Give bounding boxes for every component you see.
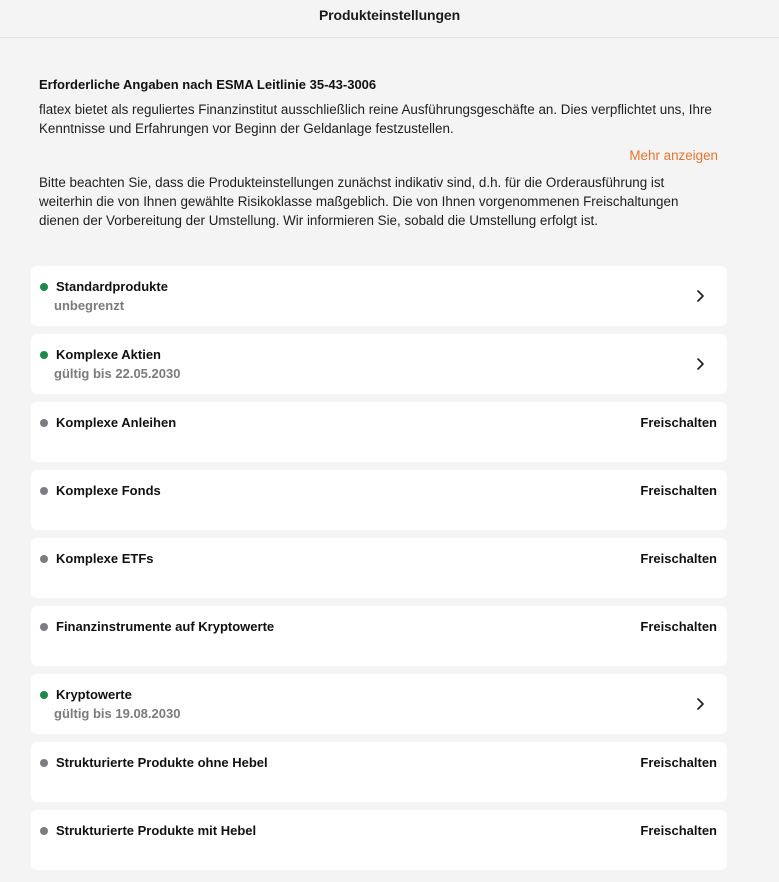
show-more-link[interactable]: Mehr anzeigen	[629, 148, 718, 163]
product-card-kryptowerte[interactable]	[31, 674, 727, 734]
status-dot-active	[40, 351, 48, 359]
indicative-notice: Bitte beachten Sie, dass die Produkteinstellungen zunächst indikativ sind, d.h. für die Orderausführung ist weiterhin die von Ihnen gewählte Risikoklasse maßgeblich. Die von Ihnen vorgenommenen Freischaltungen dienen der Vorbereitung der Umstellung. Wir informieren Sie, sobald die Umstellung erfolgt ist.	[39, 175, 679, 228]
unlock-button[interactable]: Freischalten	[640, 823, 717, 838]
product-status: gültig bis 19.08.2030	[54, 706, 181, 721]
product-name: Strukturierte Produkte ohne Hebel	[56, 755, 268, 770]
chevron-right-icon	[695, 289, 707, 303]
status-dot-inactive	[40, 555, 48, 563]
product-card-komplexe-fonds[interactable]	[31, 470, 727, 530]
product-card-standardprodukte[interactable]	[31, 266, 727, 326]
product-name: Strukturierte Produkte mit Hebel	[56, 823, 257, 838]
unlock-button[interactable]: Freischalten	[640, 551, 717, 566]
product-name: Kryptowerte	[56, 687, 132, 702]
product-name: Komplexe Anleihen	[56, 415, 177, 430]
more-row	[39, 147, 718, 165]
chevron-right-icon	[695, 357, 707, 371]
product-status: gültig bis 22.05.2030	[54, 366, 181, 381]
product-card-komplexe-aktien[interactable]	[31, 334, 727, 394]
product-name: Komplexe Fonds	[56, 483, 161, 498]
product-name: Komplexe ETFs	[56, 551, 154, 566]
status-dot-active	[40, 691, 48, 699]
product-name: Standardprodukte	[56, 279, 168, 294]
product-list	[31, 266, 727, 878]
status-dot-inactive	[40, 487, 48, 495]
product-name: Finanzinstrumente auf Kryptowerte	[56, 619, 275, 634]
product-card-finanzinstrumente-kryptowerte[interactable]	[31, 606, 727, 666]
product-name: Komplexe Aktien	[56, 347, 161, 362]
esma-info-title: Erforderliche Angaben nach ESMA Leitlinie 35-43-3006	[39, 77, 377, 92]
product-card-strukturierte-ohne-hebel[interactable]	[31, 742, 727, 802]
esma-info-text: flatex bietet als reguliertes Finanzinstitut ausschließlich reine Ausführungsgeschäfte an. Dies verpflichtet uns, Ihre Kenntnisse und Erfahrungen vor Beginn der Geldanlage festzustellen.	[39, 102, 712, 136]
status-dot-inactive	[40, 419, 48, 427]
status-dot-inactive	[40, 759, 48, 767]
product-card-komplexe-etfs[interactable]	[31, 538, 727, 598]
product-card-komplexe-anleihen[interactable]	[31, 402, 727, 462]
esma-info-section	[0, 77, 779, 230]
unlock-button[interactable]: Freischalten	[640, 619, 717, 634]
status-dot-inactive	[40, 623, 48, 631]
page-header	[0, 0, 779, 38]
product-status: unbegrenzt	[54, 298, 125, 313]
chevron-right-icon	[695, 697, 707, 711]
product-card-strukturierte-mit-hebel[interactable]	[31, 810, 727, 870]
unlock-button[interactable]: Freischalten	[640, 483, 717, 498]
unlock-button[interactable]: Freischalten	[640, 755, 717, 770]
status-dot-inactive	[40, 827, 48, 835]
unlock-button[interactable]: Freischalten	[640, 415, 717, 430]
status-dot-active	[40, 283, 48, 291]
page-title: Produkteinstellungen	[318, 6, 461, 23]
